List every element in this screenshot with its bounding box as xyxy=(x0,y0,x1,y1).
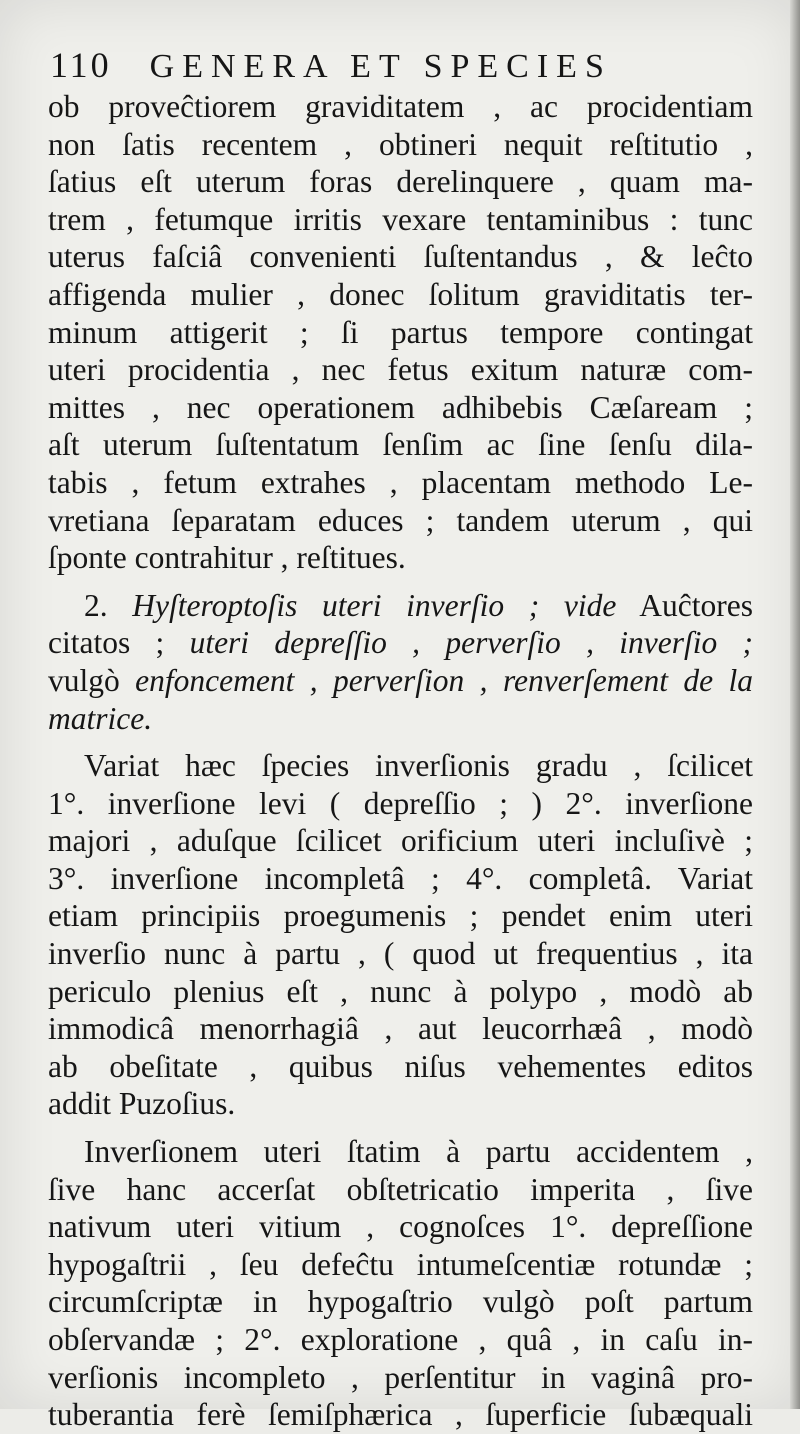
text-line xyxy=(48,587,753,625)
text-line: tabis , fetum extrahes , placentam methodo Le- xyxy=(48,464,753,500)
text-line: minum attigerit ; ſi partus tempore contingat xyxy=(48,314,753,350)
roman-span: vulgò xyxy=(48,662,136,698)
italic-span: matrice. xyxy=(48,700,153,736)
text-line: ſponte contrahitur , reſtitues. xyxy=(48,540,406,576)
text-line: hypogaſtrii , ſeu defeĉtu intumeſcentiæ rotundæ ; xyxy=(48,1246,753,1282)
text-line: trem , fetumque irritis vexare tentaminibus : tunc xyxy=(48,201,753,237)
text-line: affigenda mulier , donec ſolitum graviditatis ter- xyxy=(48,276,753,312)
paragraph-gap xyxy=(48,1123,753,1133)
italic-span: Hyſteroptoſis uteri inverſio ; vide xyxy=(132,587,617,623)
text-line: addit Puzoſius. xyxy=(48,1086,236,1122)
text-line: etiam principiis proegumenis ; pendet enim uteri xyxy=(48,898,753,934)
text-line: inverſio nunc à partu , ( quod ut frequentius , ita xyxy=(48,936,753,972)
page-number: 110 xyxy=(50,45,112,85)
text-line: verſionis incompleto , perſentitur in vaginâ pro- xyxy=(48,1359,753,1395)
text-line: Variat hæc ſpecies inverſionis gradu , ſcilicet xyxy=(84,748,753,784)
italic-span: uteri depreſſio , perverſio , inverſio ; xyxy=(189,625,754,661)
text-line: Inverſionem uteri ſtatim à partu accidentem , xyxy=(84,1134,753,1170)
text-line: 3°. inverſione incompletâ ; 4°. completâ. Variat xyxy=(48,860,753,896)
text-line: aſt uterum ſuſtentatum ſenſim ac ſine ſenſu dila- xyxy=(48,427,753,463)
text-line: immodicâ menorrhagiâ , aut leucorrhæâ , modò xyxy=(48,1011,753,1047)
text-line: ob proveĉtiorem graviditatem , ac procidentiam xyxy=(48,89,753,124)
text-line xyxy=(48,700,753,738)
text-line: tuberantia ferè ſemiſphærica , ſuperficie ſubæquali xyxy=(48,1397,753,1433)
text-line xyxy=(48,624,753,662)
roman-span: Auĉtores xyxy=(616,587,753,623)
text-line: ſive hanc accerſat obſtetricatio imperita , ſive xyxy=(48,1171,753,1207)
text-line: ab obeſitate , quibus niſus vehementes editos xyxy=(48,1048,753,1084)
running-title: GENERA ET SPECIES xyxy=(149,48,612,85)
text-line: ſatius eſt uterum foras derelinquere , quam ma- xyxy=(48,164,753,200)
text-line: 1°. inverſione levi ( depreſſio ; ) 2°. inverſione xyxy=(48,785,753,821)
text-line: periculo plenius eſt , nunc à polypo , modò ab xyxy=(48,973,753,1009)
paragraph-gap xyxy=(48,577,753,587)
body-text xyxy=(48,88,753,1434)
text-line: mittes , nec operationem adhibebis Cæſaream ; xyxy=(48,389,753,425)
text-line: vretiana ſeparatam educes ; tandem uterum , qui xyxy=(48,502,753,538)
text-line: nativum uteri vitium , cognoſces 1°. depreſſione xyxy=(48,1209,753,1245)
text-line: uterus faſciâ convenienti ſuſtentandus , & leĉto xyxy=(48,239,753,275)
text-line: majori , aduſque ſcilicet orificium uteri incluſivè ; xyxy=(48,823,753,859)
running-header xyxy=(50,44,730,92)
paragraph-gap xyxy=(48,737,753,747)
roman-span: 2. xyxy=(84,587,133,623)
text-line xyxy=(48,662,753,700)
text-line: uteri procidentia , nec fetus exitum naturæ com- xyxy=(48,352,753,388)
roman-span: citatos ; xyxy=(48,625,190,661)
text-line: circumſcriptæ in hypogaſtrio vulgò poſt partum xyxy=(48,1284,753,1320)
text-line: non ſatis recentem , obtineri nequit reſtitutio , xyxy=(48,126,753,162)
italic-span: enfoncement , perverſion , renverſement de la xyxy=(135,662,753,698)
text-line: obſervandæ ; 2°. exploratione , quâ , in caſu in- xyxy=(48,1322,753,1357)
page-edge-shadow xyxy=(790,0,800,1409)
